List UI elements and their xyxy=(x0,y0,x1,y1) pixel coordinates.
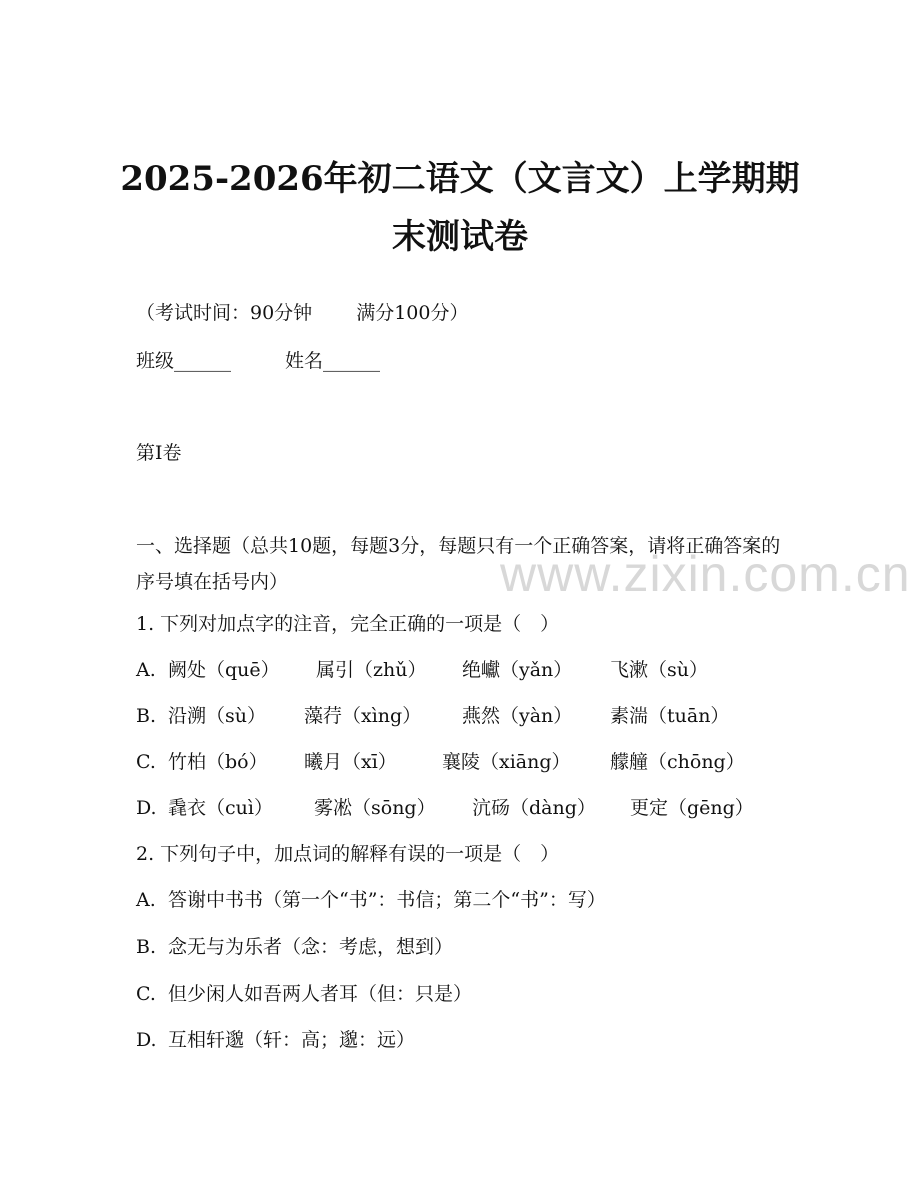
q1-option-b xyxy=(136,702,730,730)
option-text: 互相轩邈（轩：高；邈：远） xyxy=(168,1029,416,1051)
q2-option-b xyxy=(136,933,454,961)
option-item: 艨艟（chōng） xyxy=(610,751,745,773)
exam-score: 满分100分） xyxy=(356,302,469,324)
option-text: 念无与为乐者（念：考虑，想到） xyxy=(168,936,454,958)
option-item: 雾凇（sōng） xyxy=(314,797,436,819)
class-field: 班级______ xyxy=(136,350,232,372)
option-label: B. xyxy=(136,936,157,958)
option-item: 燕然（yàn） xyxy=(462,705,573,727)
option-label: C. xyxy=(136,983,156,1005)
q2-option-d xyxy=(136,1026,416,1054)
exam-time: （考试时间：90分钟 xyxy=(136,302,313,324)
watermark: www.zixin.com.cn xyxy=(500,546,911,602)
option-item: 更定（gēng） xyxy=(630,797,754,819)
question-1-stem: 1. 下列对加点字的注音，完全正确的一项是（ ） xyxy=(136,613,560,635)
option-item: 绝巘（yǎn） xyxy=(462,659,573,681)
name-field: 姓名______ xyxy=(285,350,381,372)
part1-instruction: 一、选择题（总共10题，每题3分，每题只有一个正确答案，请将正确答案的序号填在括号内） xyxy=(136,535,781,593)
option-label: C. xyxy=(136,751,156,773)
title-line-1: 2025-2026年初二语文（文言文）上学期期 xyxy=(120,159,800,199)
exam-info xyxy=(136,299,468,327)
q1-option-a xyxy=(136,656,708,684)
option-item: 毳衣（cuì） xyxy=(168,797,273,819)
option-item: 素湍（tuān） xyxy=(610,705,730,727)
option-text: 但少闲人如吾两人者耳（但：只是） xyxy=(168,983,473,1005)
option-item: 曦月（xī） xyxy=(304,751,397,773)
option-item: 阙处（quē） xyxy=(168,659,280,681)
option-item: 属引（zhǔ） xyxy=(316,659,427,681)
student-info xyxy=(136,347,380,375)
option-item: 襄陵（xiāng） xyxy=(442,751,571,773)
option-label: A. xyxy=(136,659,156,681)
page-title xyxy=(100,150,820,266)
option-label: D. xyxy=(136,1029,157,1051)
option-label: D. xyxy=(136,797,157,819)
option-item: 飞漱（sù） xyxy=(610,659,708,681)
q1-option-d xyxy=(136,794,754,822)
option-label: B. xyxy=(136,705,157,727)
option-label: A. xyxy=(136,889,156,911)
option-text: 答谢中书书（第一个“书”：书信；第二个“书”：写） xyxy=(168,889,606,911)
q1-option-c xyxy=(136,748,745,776)
q2-option-c xyxy=(136,980,473,1008)
q2-option-a xyxy=(136,886,606,914)
section-label: 第I卷 xyxy=(136,442,182,464)
option-item: 沆砀（dàng） xyxy=(472,797,596,819)
option-item: 藻荇（xìng） xyxy=(304,705,422,727)
title-line-2: 末测试卷 xyxy=(392,217,528,257)
option-item: 沿溯（sù） xyxy=(168,705,266,727)
option-item: 竹柏（bó） xyxy=(168,751,268,773)
question-2-stem: 2. 下列句子中，加点词的解释有误的一项是（ ） xyxy=(136,843,560,865)
